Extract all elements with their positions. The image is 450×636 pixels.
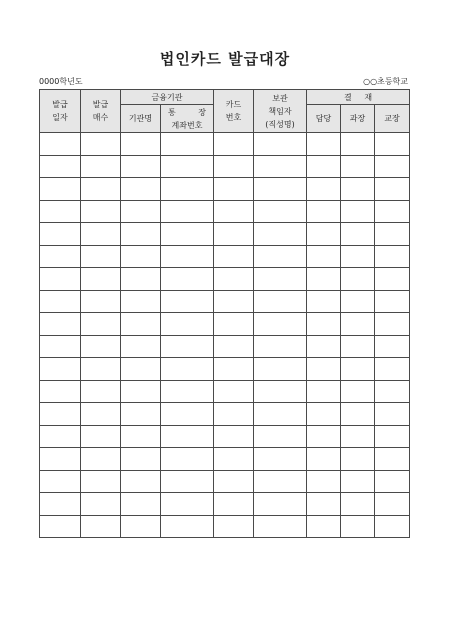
cell-custodian	[254, 313, 307, 336]
cell-section-chief	[341, 335, 375, 358]
cell-principal	[375, 245, 410, 268]
table-row	[40, 268, 410, 291]
cell-custodian	[254, 358, 307, 381]
cell-institution-name	[121, 313, 161, 336]
header-issue-count-line1: 발급	[92, 100, 109, 109]
cell-section-chief	[341, 403, 375, 426]
table-row	[40, 448, 410, 471]
cell-issue-count	[81, 425, 121, 448]
cell-principal	[375, 268, 410, 291]
cell-issue-count	[81, 515, 121, 538]
header-principal: 교장	[375, 105, 410, 133]
cell-account-number	[161, 448, 214, 471]
cell-section-chief	[341, 223, 375, 246]
cell-card-number	[214, 290, 254, 313]
cell-institution-name	[121, 200, 161, 223]
cell-manager	[307, 155, 341, 178]
header-card-number	[214, 90, 254, 133]
cell-issue-count	[81, 470, 121, 493]
cell-account-number	[161, 515, 214, 538]
cell-institution-name	[121, 155, 161, 178]
cell-issue-count	[81, 403, 121, 426]
cell-manager	[307, 290, 341, 313]
cell-principal	[375, 290, 410, 313]
header-card-number-line2: 번호	[225, 113, 242, 122]
school-year: 0000학년도	[39, 77, 83, 86]
cell-account-number	[161, 290, 214, 313]
cell-custodian	[254, 133, 307, 156]
cell-issue-date	[40, 358, 81, 381]
header-custodian-line1: 보관	[272, 93, 288, 103]
header-issue-date-line2: 일자	[52, 113, 68, 122]
header-issue-date-line1: 발급	[52, 100, 68, 109]
cell-custodian	[254, 290, 307, 313]
cell-card-number	[214, 178, 254, 201]
cell-institution-name	[121, 290, 161, 313]
header-manager: 담당	[307, 105, 341, 133]
cell-issue-count	[81, 358, 121, 381]
cell-issue-date	[40, 403, 81, 426]
table-row	[40, 493, 410, 516]
cell-issue-date	[40, 178, 81, 201]
document-title: 법인카드 발급대장	[159, 50, 291, 68]
cell-section-chief	[341, 313, 375, 336]
cell-principal	[375, 335, 410, 358]
cell-issue-count	[81, 245, 121, 268]
cell-section-chief	[341, 380, 375, 403]
cell-account-number	[161, 493, 214, 516]
cell-account-number	[161, 313, 214, 336]
cell-card-number	[214, 493, 254, 516]
header-issue-count-line2: 매수	[92, 113, 109, 122]
cell-institution-name	[121, 425, 161, 448]
cell-issue-count	[81, 335, 121, 358]
table-row	[40, 313, 410, 336]
cell-card-number	[214, 403, 254, 426]
cell-principal	[375, 470, 410, 493]
cell-custodian	[254, 470, 307, 493]
cell-custodian	[254, 515, 307, 538]
cell-principal	[375, 223, 410, 246]
cell-issue-date	[40, 268, 81, 291]
header-account-tong: 통	[168, 107, 176, 117]
cell-section-chief	[341, 200, 375, 223]
table-row	[40, 515, 410, 538]
cell-institution-name	[121, 403, 161, 426]
table-row	[40, 380, 410, 403]
cell-custodian	[254, 155, 307, 178]
table-row	[40, 470, 410, 493]
cell-principal	[375, 380, 410, 403]
cell-account-number	[161, 380, 214, 403]
cell-manager	[307, 448, 341, 471]
cell-institution-name	[121, 515, 161, 538]
cell-card-number	[214, 245, 254, 268]
cell-issue-date	[40, 223, 81, 246]
table-row	[40, 425, 410, 448]
cell-card-number	[214, 223, 254, 246]
cell-custodian	[254, 448, 307, 471]
cell-card-number	[214, 448, 254, 471]
cell-card-number	[214, 133, 254, 156]
cell-issue-date	[40, 245, 81, 268]
cell-principal	[375, 200, 410, 223]
header-account-number: 계좌번호	[171, 120, 203, 130]
cell-custodian	[254, 493, 307, 516]
table-row	[40, 178, 410, 201]
table-row	[40, 290, 410, 313]
cell-section-chief	[341, 358, 375, 381]
cell-issue-count	[81, 133, 121, 156]
cell-institution-name	[121, 380, 161, 403]
cell-institution-name	[121, 245, 161, 268]
cell-issue-count	[81, 493, 121, 516]
header-card-number-line1: 카드	[225, 100, 242, 109]
cell-manager	[307, 425, 341, 448]
cell-issue-date	[40, 335, 81, 358]
cell-issue-count	[81, 178, 121, 201]
cell-principal	[375, 515, 410, 538]
cell-card-number	[214, 155, 254, 178]
cell-issue-date	[40, 515, 81, 538]
cell-custodian	[254, 268, 307, 291]
header-financial-institution: 금융기관	[121, 90, 214, 105]
cell-issue-date	[40, 380, 81, 403]
cell-issue-count	[81, 200, 121, 223]
cell-institution-name	[121, 178, 161, 201]
cell-manager	[307, 133, 341, 156]
cell-section-chief	[341, 290, 375, 313]
header-approval	[307, 90, 410, 105]
cell-section-chief	[341, 425, 375, 448]
cell-account-number	[161, 470, 214, 493]
cell-section-chief	[341, 268, 375, 291]
header-account	[161, 105, 214, 133]
header-institution-name: 기관명	[121, 105, 161, 133]
cell-institution-name	[121, 470, 161, 493]
cell-institution-name	[121, 358, 161, 381]
cell-card-number	[214, 200, 254, 223]
cell-manager	[307, 223, 341, 246]
table-row	[40, 200, 410, 223]
cell-manager	[307, 200, 341, 223]
cell-institution-name	[121, 223, 161, 246]
cell-issue-date	[40, 470, 81, 493]
table-row	[40, 155, 410, 178]
header-account-jang: 장	[198, 107, 207, 117]
cell-manager	[307, 493, 341, 516]
header-issue-date	[40, 90, 81, 133]
cell-custodian	[254, 178, 307, 201]
cell-principal	[375, 403, 410, 426]
cell-issue-date	[40, 155, 81, 178]
table-row	[40, 133, 410, 156]
cell-manager	[307, 358, 341, 381]
cell-account-number	[161, 403, 214, 426]
cell-section-chief	[341, 448, 375, 471]
cell-issue-date	[40, 425, 81, 448]
cell-principal	[375, 425, 410, 448]
header-custodian-line2: 책임자	[268, 106, 292, 116]
cell-account-number	[161, 335, 214, 358]
cell-section-chief	[341, 133, 375, 156]
table-row	[40, 245, 410, 268]
cell-account-number	[161, 358, 214, 381]
cell-institution-name	[121, 493, 161, 516]
card-issue-ledger-table	[39, 89, 410, 538]
cell-section-chief	[341, 155, 375, 178]
cell-card-number	[214, 380, 254, 403]
cell-section-chief	[341, 245, 375, 268]
cell-manager	[307, 380, 341, 403]
header-approval-gyeol: 결	[343, 92, 352, 102]
cell-issue-date	[40, 133, 81, 156]
cell-institution-name	[121, 268, 161, 291]
cell-account-number	[161, 133, 214, 156]
cell-card-number	[214, 425, 254, 448]
cell-issue-date	[40, 493, 81, 516]
cell-issue-count	[81, 448, 121, 471]
cell-custodian	[254, 223, 307, 246]
cell-issue-date	[40, 200, 81, 223]
cell-section-chief	[341, 178, 375, 201]
cell-manager	[307, 470, 341, 493]
cell-issue-date	[40, 290, 81, 313]
header-approval-jae: 재	[364, 92, 373, 102]
table-row	[40, 335, 410, 358]
header-custodian-line3: (직성명)	[265, 119, 295, 129]
cell-issue-count	[81, 313, 121, 336]
cell-institution-name	[121, 448, 161, 471]
cell-manager	[307, 268, 341, 291]
cell-custodian	[254, 380, 307, 403]
cell-card-number	[214, 313, 254, 336]
cell-institution-name	[121, 133, 161, 156]
cell-account-number	[161, 268, 214, 291]
cell-manager	[307, 335, 341, 358]
cell-issue-count	[81, 290, 121, 313]
cell-manager	[307, 313, 341, 336]
cell-section-chief	[341, 470, 375, 493]
cell-account-number	[161, 200, 214, 223]
cell-custodian	[254, 403, 307, 426]
cell-custodian	[254, 245, 307, 268]
cell-manager	[307, 515, 341, 538]
ledger-body	[40, 133, 410, 538]
cell-principal	[375, 358, 410, 381]
cell-manager	[307, 245, 341, 268]
cell-section-chief	[341, 493, 375, 516]
cell-issue-count	[81, 155, 121, 178]
header-section-chief: 과장	[341, 105, 375, 133]
cell-account-number	[161, 178, 214, 201]
header-account-bankbook	[161, 106, 213, 119]
cell-custodian	[254, 200, 307, 223]
table-row	[40, 403, 410, 426]
cell-account-number	[161, 155, 214, 178]
cell-principal	[375, 313, 410, 336]
cell-manager	[307, 403, 341, 426]
cell-issue-count	[81, 380, 121, 403]
header-custodian	[254, 90, 307, 133]
cell-principal	[375, 178, 410, 201]
cell-card-number	[214, 268, 254, 291]
cell-section-chief	[341, 515, 375, 538]
school-name: ○○초등학교	[363, 77, 408, 86]
cell-issue-date	[40, 313, 81, 336]
cell-card-number	[214, 358, 254, 381]
cell-manager	[307, 178, 341, 201]
cell-principal	[375, 493, 410, 516]
cell-principal	[375, 133, 410, 156]
cell-account-number	[161, 245, 214, 268]
cell-issue-date	[40, 448, 81, 471]
header-issue-count	[81, 90, 121, 133]
cell-principal	[375, 448, 410, 471]
cell-card-number	[214, 335, 254, 358]
cell-custodian	[254, 425, 307, 448]
cell-card-number	[214, 515, 254, 538]
cell-institution-name	[121, 335, 161, 358]
cell-card-number	[214, 470, 254, 493]
table-row	[40, 223, 410, 246]
cell-custodian	[254, 335, 307, 358]
cell-issue-count	[81, 268, 121, 291]
cell-account-number	[161, 425, 214, 448]
table-row	[40, 358, 410, 381]
cell-issue-count	[81, 223, 121, 246]
cell-principal	[375, 155, 410, 178]
cell-account-number	[161, 223, 214, 246]
